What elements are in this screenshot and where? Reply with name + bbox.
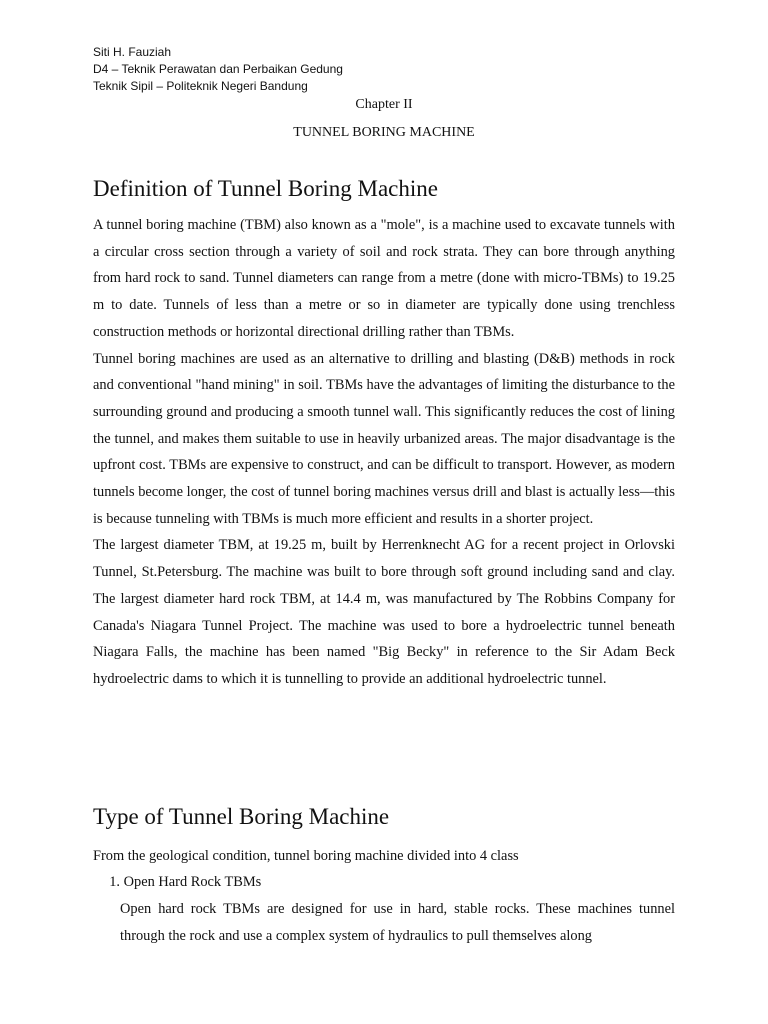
author-institution: Teknik Sipil – Politeknik Negeri Bandung [93,79,308,93]
list-item-body: Open hard rock TBMs are designed for use in hard, stable rocks. These machines tunnel through the rock and use a complex system of hydraulics to pull themselves along [120,901,675,944]
section-body-definition [93,212,675,693]
author-name: Siti H. Fauziah [93,45,172,59]
chapter-title: TUNNEL BORING MACHINE [293,125,475,140]
author-block [93,44,343,95]
paragraph: A tunnel boring machine (TBM) also known as a "mole", is a machine used to excavate tunnels with a circular cross section through a variety of soil and rock strata. They can bore through anything from hard rock to sand. Tunnel diameters can range from a metre (done with micro-TBMs) to 19.25 m to date. Tunnels of less than a metre or so in diameter are typically done using trenchless construction methods or horizontal directional drilling rather than TBMs. [93,217,675,340]
section-heading-definition: Definition of Tunnel Boring Machine [93,176,438,201]
author-program: D4 – Teknik Perawatan dan Perbaikan Gedung [93,62,343,76]
list-item-number: 1. [109,874,120,890]
list-item [93,869,675,896]
paragraph: Tunnel boring machines are used as an alternative to drilling and blasting (D&B) methods in rock and conventional "hand mining" in soil. TBMs have the advantages of limiting the disturbance to the surrounding ground and producing a smooth tunnel wall. This significantly reduces the cost of lining the tunnel, and makes them suitable to use in heavily urbanized areas. The major disadvantage is the upfront cost. TBMs are expensive to construct, and can be difficult to transport. However, as modern tunnels become longer, the cost of tunnel boring machines versus drill and blast is actually less—this is because tunneling with TBMs is much more efficient and results in a shorter project. [93,350,675,527]
paragraph: The largest diameter TBM, at 19.25 m, built by Herrenknecht AG for a recent project in Orlovski Tunnel, St.Petersburg. The machine was built to bore through soft ground including sand and clay. The largest diameter hard rock TBM, at 14.4 m, was manufactured by The Robbins Company for Canada's Niagara Tunnel Project. The machine was used to bore a hydroelectric tunnel beneath Niagara Falls, the machine has been named "Big Becky" in reference to the Sir Adam Beck hydroelectric dams to which it is tunnelling to provide an additional hydroelectric tunnel. [93,537,675,687]
chapter-label: Chapter II [355,97,413,112]
section-intro: From the geological condition, tunnel boring machine divided into 4 class [93,848,519,864]
list-item-label: Open Hard Rock TBMs [123,874,262,890]
section-heading-type: Type of Tunnel Boring Machine [93,804,390,829]
